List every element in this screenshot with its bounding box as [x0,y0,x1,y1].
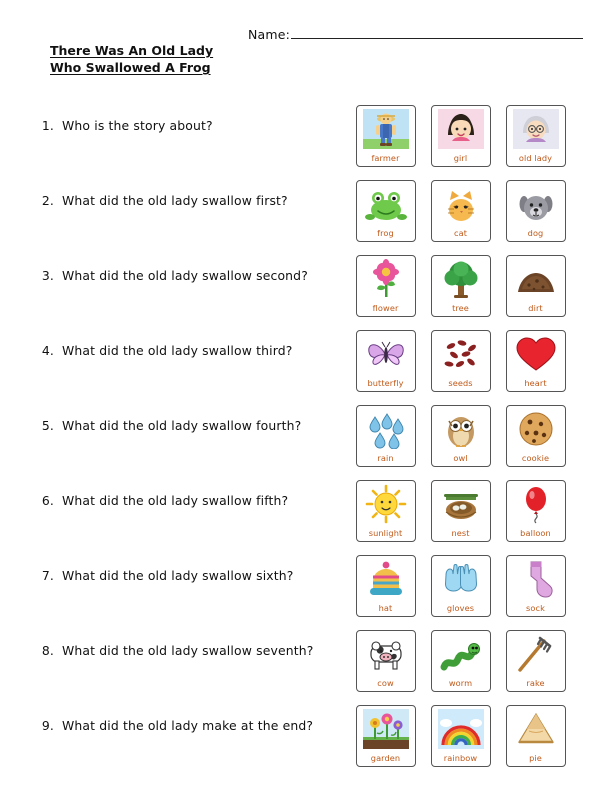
question-row [32,343,332,418]
question-number: 5. [41,418,54,433]
garden-icon [363,709,409,749]
question-text: What did the old lady swallow third? [62,343,293,358]
answer-choice-label: owl [453,452,468,463]
answer-choice-cell [348,473,423,548]
question-number: 6. [41,493,54,508]
answer-choice-cell [423,398,498,473]
question-text: What did the old lady swallow seventh? [62,643,314,658]
answer-choice-label: farmer [371,152,400,163]
question-text: Who is the story about? [62,118,213,133]
heart-icon [513,334,559,374]
answer-choice-label: sunlight [368,527,403,538]
answer-choice-cell [348,698,423,773]
answer-choice-label: dog [527,227,544,238]
answer-choice-card[interactable] [431,180,491,242]
answer-choice-card[interactable] [506,555,566,617]
question-text: What did the old lady swallow second? [62,268,308,283]
seeds-icon [438,334,484,374]
answer-choice-cell [423,548,498,623]
question-number: 7. [41,568,54,583]
pie-icon [513,709,559,749]
answer-choice-label: rain [377,452,394,463]
question-text: What did the old lady swallow fifth? [62,493,289,508]
answer-choice-cell [348,98,423,173]
answer-choice-label: pie [529,752,542,763]
answer-choice-card[interactable] [506,705,566,767]
answer-choice-card[interactable] [506,405,566,467]
answer-choice-cell [498,173,573,248]
answer-choice-card[interactable] [356,480,416,542]
answer-choice-cell [423,623,498,698]
question-row [32,493,332,568]
answer-choice-card[interactable] [431,255,491,317]
answer-choice-cell [498,698,573,773]
frog-icon [363,184,409,224]
old-lady-icon [513,109,559,149]
answer-choice-cell [348,248,423,323]
question-number: 8. [41,643,54,658]
hat-icon [363,559,409,599]
question-number: 9. [41,718,54,733]
nest-icon [438,484,484,524]
question-text: What did the old lady swallow first? [62,193,288,208]
answer-choice-card[interactable] [356,630,416,692]
answer-choice-cell [423,248,498,323]
answer-choice-cell [423,98,498,173]
butterfly-icon [363,334,409,374]
answer-choice-cell [348,323,423,398]
answer-choice-label: heart [524,377,547,388]
answer-choice-cell [423,323,498,398]
answer-choice-label: cat [453,227,468,238]
answer-choice-label: dirt [528,302,543,313]
question-text: What did the old lady swallow sixth? [62,568,294,583]
farmer-icon [363,109,409,149]
cat-icon [438,184,484,224]
answer-choice-card[interactable] [356,330,416,392]
question-row [32,418,332,493]
answer-choice-label: sock [526,602,545,613]
name-label: Name: [248,27,291,42]
answer-choice-label: girl [453,152,468,163]
page-title [50,42,213,76]
answer-choice-cell [423,698,498,773]
answer-choice-card[interactable] [506,255,566,317]
answer-choice-label: nest [451,527,470,538]
sock-icon [513,559,559,599]
answer-choice-cell [348,398,423,473]
question-list [32,118,332,793]
answer-choice-cell [423,173,498,248]
answer-choice-label: balloon [520,527,551,538]
balloon-icon [513,484,559,524]
answer-choice-card[interactable] [431,555,491,617]
question-number: 2. [41,193,54,208]
question-text: What did the old lady swallow fourth? [62,418,302,433]
dirt-icon [513,259,559,299]
flower-icon [363,259,409,299]
answer-choice-label: old lady [518,152,553,163]
answer-choice-card[interactable] [431,630,491,692]
name-write-line[interactable] [291,26,583,39]
answer-choice-card[interactable] [431,480,491,542]
answer-choice-card[interactable] [506,105,566,167]
answer-choice-cell [348,623,423,698]
answer-choice-card[interactable] [506,330,566,392]
answer-choice-cell [498,98,573,173]
answer-choice-label: gloves [446,602,475,613]
answer-choice-label: rainbow [443,752,478,763]
answer-choice-card[interactable] [506,480,566,542]
sun-icon [363,484,409,524]
question-row [32,118,332,193]
answer-choice-card[interactable] [506,180,566,242]
answer-choice-card[interactable] [431,330,491,392]
question-row [32,718,332,793]
question-row [32,193,332,268]
answer-choice-label: worm [448,677,473,688]
answer-choice-card[interactable] [356,105,416,167]
answer-choice-card[interactable] [356,705,416,767]
question-number: 3. [41,268,54,283]
cow-icon [363,634,409,674]
answer-choice-card[interactable] [356,405,416,467]
answer-choice-label: butterfly [367,377,404,388]
answer-choice-cell [348,548,423,623]
answer-choice-label: tree [452,302,469,313]
rainbow-icon [438,709,484,749]
answer-choice-cell [498,548,573,623]
answer-choice-card[interactable] [506,630,566,692]
question-row [32,268,332,343]
answer-choice-label: cow [377,677,394,688]
owl-icon [438,409,484,449]
answer-choice-cell [498,248,573,323]
cookie-icon [513,409,559,449]
answer-choice-cell [423,473,498,548]
question-number: 4. [41,343,54,358]
rain-icon [363,409,409,449]
answer-choice-cell [348,173,423,248]
rake-icon [513,634,559,674]
question-text: What did the old lady make at the end? [62,718,314,733]
question-row [32,643,332,718]
answer-choice-label: garden [370,752,401,763]
worm-icon [438,634,484,674]
answer-choice-label: flower [372,302,399,313]
answer-choice-card[interactable] [431,705,491,767]
answer-choice-label: rake [526,677,545,688]
answer-choice-cell [498,623,573,698]
answer-choice-cell [498,473,573,548]
answer-choice-card[interactable] [356,180,416,242]
question-number: 1. [41,118,54,133]
answer-choice-card[interactable] [431,105,491,167]
page-title-line-2: Who Swallowed A Frog [50,60,211,75]
girl-icon [438,109,484,149]
question-row [32,568,332,643]
answer-choice-cell [498,323,573,398]
tree-icon [438,259,484,299]
answer-choice-card[interactable] [431,405,491,467]
page-title-line-1: There Was An Old Lady [50,43,214,58]
dog-icon [513,184,559,224]
answer-choice-grid [348,98,573,773]
answer-choice-label: frog [377,227,394,238]
answer-choice-label: hat [378,602,393,613]
answer-choice-label: seeds [448,377,473,388]
answer-choice-card[interactable] [356,255,416,317]
answer-choice-cell [498,398,573,473]
name-field-row [248,26,583,42]
gloves-icon [438,559,484,599]
answer-choice-label: cookie [521,452,550,463]
answer-choice-card[interactable] [356,555,416,617]
